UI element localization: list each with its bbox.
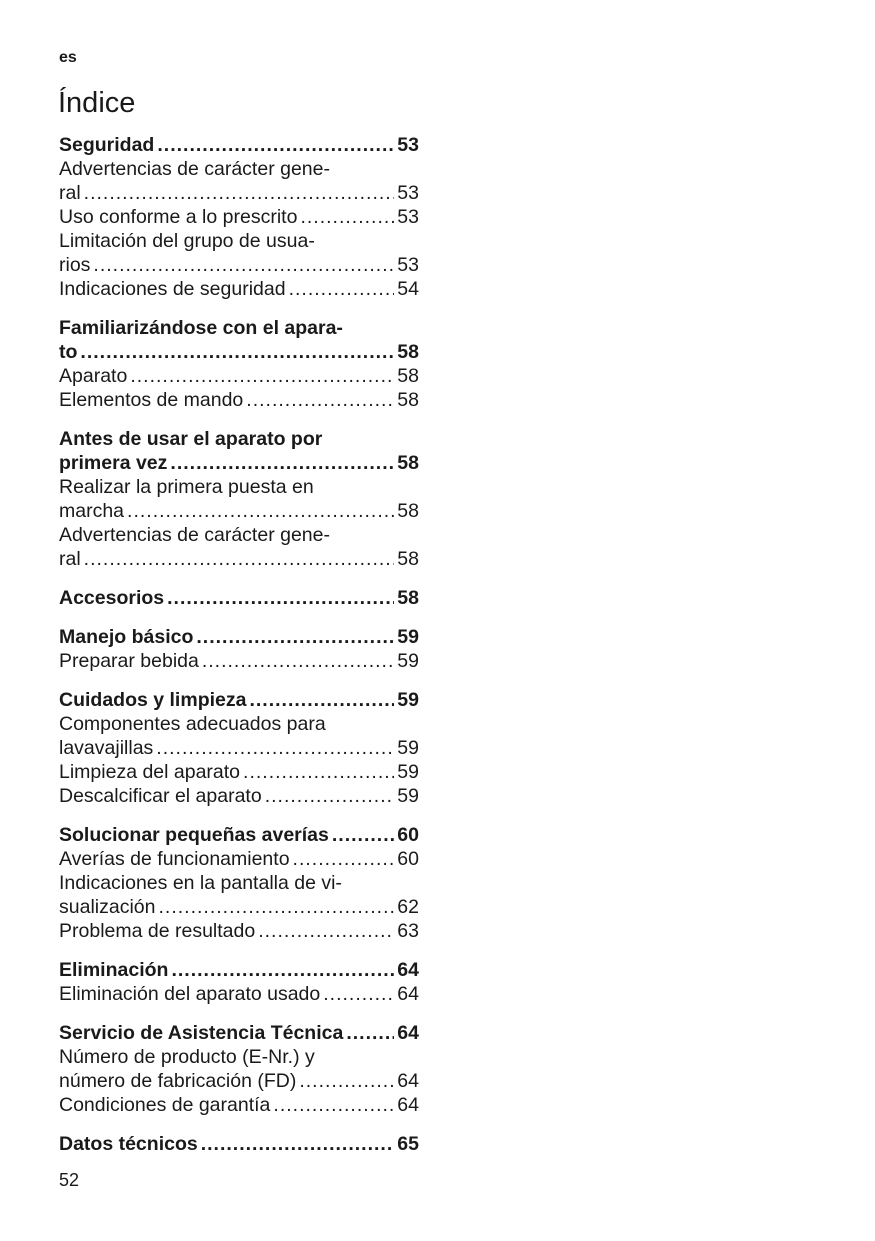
toc-entry-text: Seguridad xyxy=(59,134,155,156)
dot-leader xyxy=(273,1093,394,1117)
toc-entry-row xyxy=(59,1093,419,1117)
toc-page-number: 65 xyxy=(397,1133,419,1155)
toc-entry-text: Limpieza del aparato xyxy=(59,761,241,783)
toc-page-number: 59 xyxy=(397,737,419,759)
toc-page-number: 63 xyxy=(397,920,419,942)
toc-entry-row xyxy=(59,364,419,388)
toc-entry-row xyxy=(59,205,419,229)
toc-heading[interactable] xyxy=(59,958,419,982)
toc-entry-row xyxy=(59,919,419,943)
dot-leader xyxy=(249,688,394,712)
toc-item[interactable] xyxy=(59,871,419,919)
toc-section xyxy=(59,316,419,412)
dot-leader xyxy=(332,823,394,847)
toc-page-number: 59 xyxy=(397,689,419,711)
toc-entry-row xyxy=(59,499,419,523)
toc-item[interactable] xyxy=(59,277,419,301)
toc-entry-text: primera vez xyxy=(59,452,168,474)
toc-entry-row xyxy=(59,1069,419,1093)
toc-page-number: 54 xyxy=(397,278,419,300)
toc-section xyxy=(59,586,419,610)
toc-entry-text: Uso conforme a lo prescrito xyxy=(59,206,298,228)
dot-leader xyxy=(243,760,394,784)
dot-leader xyxy=(167,586,394,610)
toc-entry-text: Advertencias de carácter gene- xyxy=(59,524,330,546)
toc-page-number: 53 xyxy=(397,134,419,156)
toc-entry-text: ral xyxy=(59,182,81,204)
toc-item[interactable] xyxy=(59,712,419,760)
toc-page-number: 64 xyxy=(397,983,419,1005)
toc-section xyxy=(59,1132,419,1156)
toc-page-number: 58 xyxy=(397,587,419,609)
dot-leader xyxy=(93,253,394,277)
dot-leader xyxy=(346,1021,394,1045)
toc-section xyxy=(59,625,419,673)
toc-section xyxy=(59,133,419,301)
toc-entry-text: to xyxy=(59,341,78,363)
toc-entry-row xyxy=(59,823,419,847)
dot-leader xyxy=(171,958,394,982)
dot-leader xyxy=(170,451,394,475)
toc-entry-text: Número de producto (E-Nr.) y xyxy=(59,1046,315,1068)
toc-entry-row xyxy=(59,736,419,760)
toc-section xyxy=(59,823,419,943)
dot-leader xyxy=(157,133,394,157)
toc-entry-text: Indicaciones de seguridad xyxy=(59,278,286,300)
toc-item[interactable] xyxy=(59,847,419,871)
toc-page-number: 53 xyxy=(397,254,419,276)
toc-heading[interactable] xyxy=(59,688,419,712)
toc-entry-text: sualización xyxy=(59,896,156,918)
dot-leader xyxy=(156,736,394,760)
toc-heading[interactable] xyxy=(59,427,419,475)
dot-leader xyxy=(201,1132,395,1156)
toc-entry-row xyxy=(59,181,419,205)
toc-page-number: 59 xyxy=(397,650,419,672)
toc-entry-text: Servicio de Asistencia Técnica xyxy=(59,1022,344,1044)
toc-heading[interactable] xyxy=(59,625,419,649)
table-of-contents xyxy=(59,133,419,1171)
toc-heading[interactable] xyxy=(59,133,419,157)
toc-page-number: 59 xyxy=(397,785,419,807)
toc-entry-row xyxy=(59,547,419,571)
toc-entry-row xyxy=(59,847,419,871)
toc-entry-row xyxy=(59,388,419,412)
toc-heading[interactable] xyxy=(59,586,419,610)
toc-page-number: 60 xyxy=(397,824,419,846)
toc-entry-text: ral xyxy=(59,548,81,570)
toc-section xyxy=(59,958,419,1006)
toc-entry-text: lavavajillas xyxy=(59,737,154,759)
toc-entry-text: Indicaciones en la pantalla de vi- xyxy=(59,872,342,894)
dot-leader xyxy=(127,499,394,523)
toc-entry-row xyxy=(59,133,419,157)
dot-leader xyxy=(289,277,395,301)
dot-leader xyxy=(196,625,394,649)
toc-page-number: 53 xyxy=(397,182,419,204)
toc-entry-row xyxy=(59,688,419,712)
toc-page-number: 59 xyxy=(397,626,419,648)
toc-section xyxy=(59,688,419,808)
toc-entry-row xyxy=(59,784,419,808)
dot-leader xyxy=(158,895,394,919)
dot-leader xyxy=(202,649,394,673)
toc-page-number: 58 xyxy=(397,389,419,411)
toc-page-number: 58 xyxy=(397,341,419,363)
toc-entry-row xyxy=(59,1021,419,1045)
toc-item[interactable] xyxy=(59,205,419,229)
toc-item[interactable] xyxy=(59,649,419,673)
toc-entry-text: marcha xyxy=(59,500,125,522)
toc-entry-row xyxy=(59,340,419,364)
toc-entry-text: rios xyxy=(59,254,91,276)
toc-item[interactable] xyxy=(59,364,419,388)
dot-leader xyxy=(300,205,394,229)
toc-page-number: 64 xyxy=(397,1094,419,1116)
toc-page-number: 58 xyxy=(397,500,419,522)
toc-entry-text: Accesorios xyxy=(59,587,165,609)
toc-entry-text: Eliminación del aparato usado xyxy=(59,983,321,1005)
toc-page-number: 58 xyxy=(397,452,419,474)
toc-entry-text: Aparato xyxy=(59,365,128,387)
dot-leader xyxy=(293,847,395,871)
toc-entry-text: Componentes adecuados para xyxy=(59,713,326,735)
toc-entry-text: Elementos de mando xyxy=(59,389,244,411)
toc-entry-text: Manejo básico xyxy=(59,626,194,648)
toc-page-number: 62 xyxy=(397,896,419,918)
dot-leader xyxy=(80,340,394,364)
page-title: Índice xyxy=(58,87,136,119)
toc-page-number: 64 xyxy=(397,1022,419,1044)
toc-entry-text: Problema de resultado xyxy=(59,920,256,942)
toc-page-number: 60 xyxy=(397,848,419,870)
toc-item[interactable] xyxy=(59,919,419,943)
toc-entry-row xyxy=(59,451,419,475)
dot-leader xyxy=(246,388,394,412)
toc-entry-text: Averías de funcionamiento xyxy=(59,848,290,870)
dot-leader xyxy=(299,1069,394,1093)
toc-entry-row xyxy=(59,1132,419,1156)
toc-entry-row xyxy=(59,625,419,649)
language-label: es xyxy=(59,49,77,66)
toc-entry-text: Advertencias de carácter gene- xyxy=(59,158,330,180)
toc-entry-text: Datos técnicos xyxy=(59,1133,198,1155)
toc-item[interactable] xyxy=(59,475,419,523)
toc-entry-row xyxy=(59,649,419,673)
toc-heading[interactable] xyxy=(59,1132,419,1156)
toc-item[interactable] xyxy=(59,982,419,1006)
toc-entry-row xyxy=(59,760,419,784)
toc-item[interactable] xyxy=(59,1045,419,1093)
toc-entry-text: Antes de usar el aparato por xyxy=(59,428,323,450)
toc-section xyxy=(59,427,419,571)
toc-page-number: 64 xyxy=(397,959,419,981)
page-number: 52 xyxy=(59,1170,80,1190)
toc-entry-row xyxy=(59,958,419,982)
dot-leader xyxy=(84,547,395,571)
dot-leader xyxy=(265,784,395,808)
toc-entry-row xyxy=(59,586,419,610)
toc-entry-text: Preparar bebida xyxy=(59,650,199,672)
toc-entry-row xyxy=(59,895,419,919)
toc-heading[interactable] xyxy=(59,823,419,847)
toc-entry-row xyxy=(59,253,419,277)
dot-leader xyxy=(258,919,394,943)
toc-entry-text: Realizar la primera puesta en xyxy=(59,476,314,498)
toc-page-number: 59 xyxy=(397,761,419,783)
toc-entry-text: Familiarizándose con el apara- xyxy=(59,317,343,339)
toc-item[interactable] xyxy=(59,229,419,277)
toc-item[interactable] xyxy=(59,1093,419,1117)
dot-leader xyxy=(84,181,395,205)
toc-page-number: 58 xyxy=(397,548,419,570)
toc-entry-text: Cuidados y limpieza xyxy=(59,689,247,711)
dot-leader xyxy=(130,364,394,388)
dot-leader xyxy=(323,982,394,1006)
toc-item[interactable] xyxy=(59,157,419,205)
toc-item[interactable] xyxy=(59,523,419,571)
toc-heading[interactable] xyxy=(59,316,419,364)
toc-item[interactable] xyxy=(59,388,419,412)
toc-entry-text: Descalcificar el aparato xyxy=(59,785,262,807)
toc-page-number: 64 xyxy=(397,1070,419,1092)
toc-entry-row xyxy=(59,277,419,301)
toc-page-number: 53 xyxy=(397,206,419,228)
toc-entry-text: Eliminación xyxy=(59,959,169,981)
toc-item[interactable] xyxy=(59,784,419,808)
toc-heading[interactable] xyxy=(59,1021,419,1045)
toc-entry-row xyxy=(59,982,419,1006)
toc-entry-text: número de fabricación (FD) xyxy=(59,1070,297,1092)
toc-entry-text: Limitación del grupo de usua- xyxy=(59,230,315,252)
toc-page-number: 58 xyxy=(397,365,419,387)
toc-item[interactable] xyxy=(59,760,419,784)
toc-entry-text: Solucionar pequeñas averías xyxy=(59,824,329,846)
toc-entry-text: Condiciones de garantía xyxy=(59,1094,271,1116)
toc-section xyxy=(59,1021,419,1117)
